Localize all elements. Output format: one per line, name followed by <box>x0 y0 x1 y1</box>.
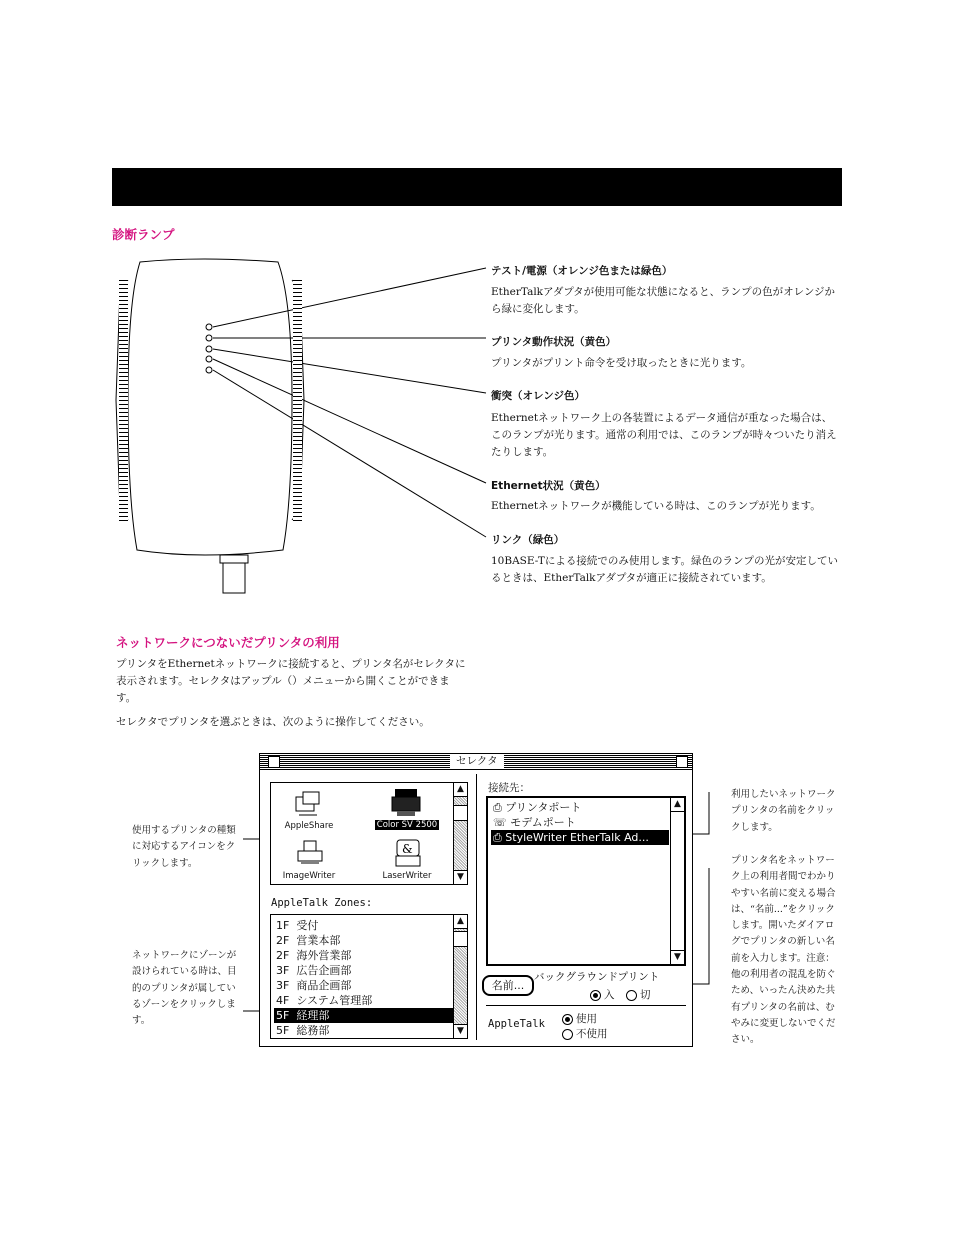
lamp-label-5: リンク（緑色） <box>491 534 565 546</box>
icon-label-laserwriter: LaserWriter <box>382 871 432 881</box>
scroll-up-arrow-icon[interactable]: ▲ <box>454 915 467 929</box>
callout-zone: ネットワークにゾーンが設けられている時は、目的のプリンタが属しているゾーンをクリックします。 <box>132 950 237 1027</box>
scroll-down-arrow-icon[interactable]: ▼ <box>454 1024 467 1038</box>
zone-item[interactable]: 4F システム管理部 <box>276 994 373 1007</box>
lamp-link <box>206 367 212 373</box>
imagewriter-icon[interactable] <box>295 839 325 869</box>
lamp-printer <box>206 335 212 341</box>
appleshare-icon[interactable] <box>293 789 323 819</box>
name-button[interactable]: 名前... <box>482 975 534 996</box>
laserwriter-icon[interactable] <box>393 837 423 869</box>
ribs-left <box>119 278 128 522</box>
callout-rename: プリンタ名をネットワーク上の利用者間でわかりやすい名前に変える場合は、“名前...”をクリックします。開いたダイアログでプリンタの新しい名前を入力します。注意：他の利用者の混乱を防ぐため、いったん決めた共有プリンタの名前は、むやみに変更しないでください。 <box>731 855 836 1046</box>
radio-off-icon[interactable] <box>626 990 637 1001</box>
bg-print-off[interactable]: 切 <box>626 987 651 1002</box>
cable <box>223 563 245 593</box>
zone-list-scrollbar[interactable] <box>453 915 467 1038</box>
callout-icon: 使用するプリンタの種類に対応するアイコンをクリックします。 <box>132 825 236 869</box>
background-print-label: バックグラウンドプリント <box>534 971 660 983</box>
zone-item[interactable]: 5F 総務部 <box>276 1024 330 1037</box>
lamp-desc-3: Ethernetネットワーク上の各装置によるデータ通信が重なった場合は、このランプが光ります。通常の利用では、このランプが時々ついたり消えたりします。 <box>491 412 837 458</box>
ribs-right <box>293 278 302 522</box>
bg-print-on[interactable]: 入 <box>590 987 615 1002</box>
lamp-ethernet <box>206 356 212 362</box>
connect-label: 接続先： <box>488 782 530 794</box>
scroll-thumb[interactable] <box>454 805 467 821</box>
printer-item[interactable]: ⎙ プリンタポート <box>493 801 582 814</box>
appletalk-inactive[interactable]: 不使用 <box>562 1026 608 1041</box>
appletalk-label: AppleTalk <box>488 1018 545 1030</box>
adapter-body <box>128 259 292 555</box>
driver-icon-list[interactable] <box>270 782 468 885</box>
scroll-down-arrow-icon[interactable]: ▼ <box>671 950 684 964</box>
zone-item[interactable]: 2F 海外営業部 <box>276 949 352 962</box>
callout-printer: 利用したいネットワークプリンタの名前をクリックします。 <box>731 789 836 833</box>
zone-item[interactable]: 3F 広告企画部 <box>276 964 352 977</box>
lamp-desc-5: 10BASE-Tによる接続でのみ使用します。緑色のランプの光が安定しているときは、EtherTalkアダプタが適正に接続されています。 <box>491 555 839 584</box>
scroll-up-arrow-icon[interactable]: ▲ <box>671 798 684 812</box>
color-printer-icon[interactable] <box>389 785 425 819</box>
close-box[interactable] <box>268 756 280 768</box>
icon-label-color-sv: Color SV 2500 <box>376 820 438 830</box>
radio-on-icon[interactable] <box>562 1014 573 1025</box>
divider <box>486 1005 686 1006</box>
network-para-1: プリンタをEthernetネットワークに接続すると、プリンタ名がセレクタに表示されます。セレクタはアップル（）メニューから開くことができます。 <box>116 658 466 704</box>
printer-list[interactable] <box>486 796 686 966</box>
icon-list-scrollbar[interactable] <box>453 783 467 884</box>
diag-heading: 診断ランプ <box>112 227 175 242</box>
zoom-box[interactable] <box>676 756 688 768</box>
zones-label: AppleTalk Zones: <box>271 897 373 909</box>
lamp-desc-4: Ethernetネットワークが機能している時は、このランプが光ります。 <box>491 500 821 512</box>
scroll-up-arrow-icon[interactable]: ▲ <box>454 783 467 797</box>
lamp-label-1: テスト/電源（オレンジ色または緑色） <box>491 265 673 277</box>
panel-divider <box>476 774 477 1040</box>
chooser-window <box>259 753 693 1047</box>
lamp-label-2: プリンタ動作状況（黄色） <box>491 336 617 348</box>
title-bar[interactable] <box>260 754 692 770</box>
printer-item[interactable]: ☏ モデムポート <box>493 816 576 829</box>
lamp-test-power <box>206 324 212 330</box>
zone-item[interactable]: 1F 受付 <box>276 919 319 932</box>
network-para-2: セレクタでプリンタを選ぶときは、次のように操作してください。 <box>116 716 430 728</box>
zone-item-selected[interactable]: 5F 経理部 <box>274 1008 454 1023</box>
lamp-desc-2: プリンタがプリント命令を受け取ったときに光ります。 <box>491 357 752 369</box>
radio-off-icon[interactable] <box>562 1029 573 1040</box>
icon-label-imagewriter: ImageWriter <box>282 871 336 881</box>
network-heading: ネットワークにつないだプリンタの利用 <box>116 635 340 650</box>
zone-list[interactable] <box>270 914 468 1039</box>
radio-on-icon[interactable] <box>590 990 601 1001</box>
scroll-down-arrow-icon[interactable]: ▼ <box>454 870 467 884</box>
printer-item-selected[interactable]: ⎙ StyleWriter EtherTalk Ad... <box>491 830 669 845</box>
printer-list-scrollbar[interactable] <box>670 798 684 964</box>
zone-item[interactable]: 2F 営業本部 <box>276 934 341 947</box>
icon-label-appleshare: AppleShare <box>284 821 334 831</box>
scroll-thumb[interactable] <box>454 931 467 947</box>
zone-item[interactable]: 3F 商品企画部 <box>276 979 352 992</box>
lamp-desc-1: EtherTalkアダプタが使用可能な状態になると、ランプの色がオレンジから緑に変化します。 <box>491 286 836 315</box>
lamp-label-3: 衝突（オレンジ色） <box>491 390 585 402</box>
svg-text:&: & <box>402 842 413 856</box>
appletalk-active[interactable]: 使用 <box>562 1011 597 1026</box>
lamp-label-4: Ethernet状況（黄色） <box>491 480 606 492</box>
cable-connector <box>220 555 248 563</box>
window-title: セレクタ <box>450 754 504 769</box>
lamp-collision <box>206 346 212 352</box>
